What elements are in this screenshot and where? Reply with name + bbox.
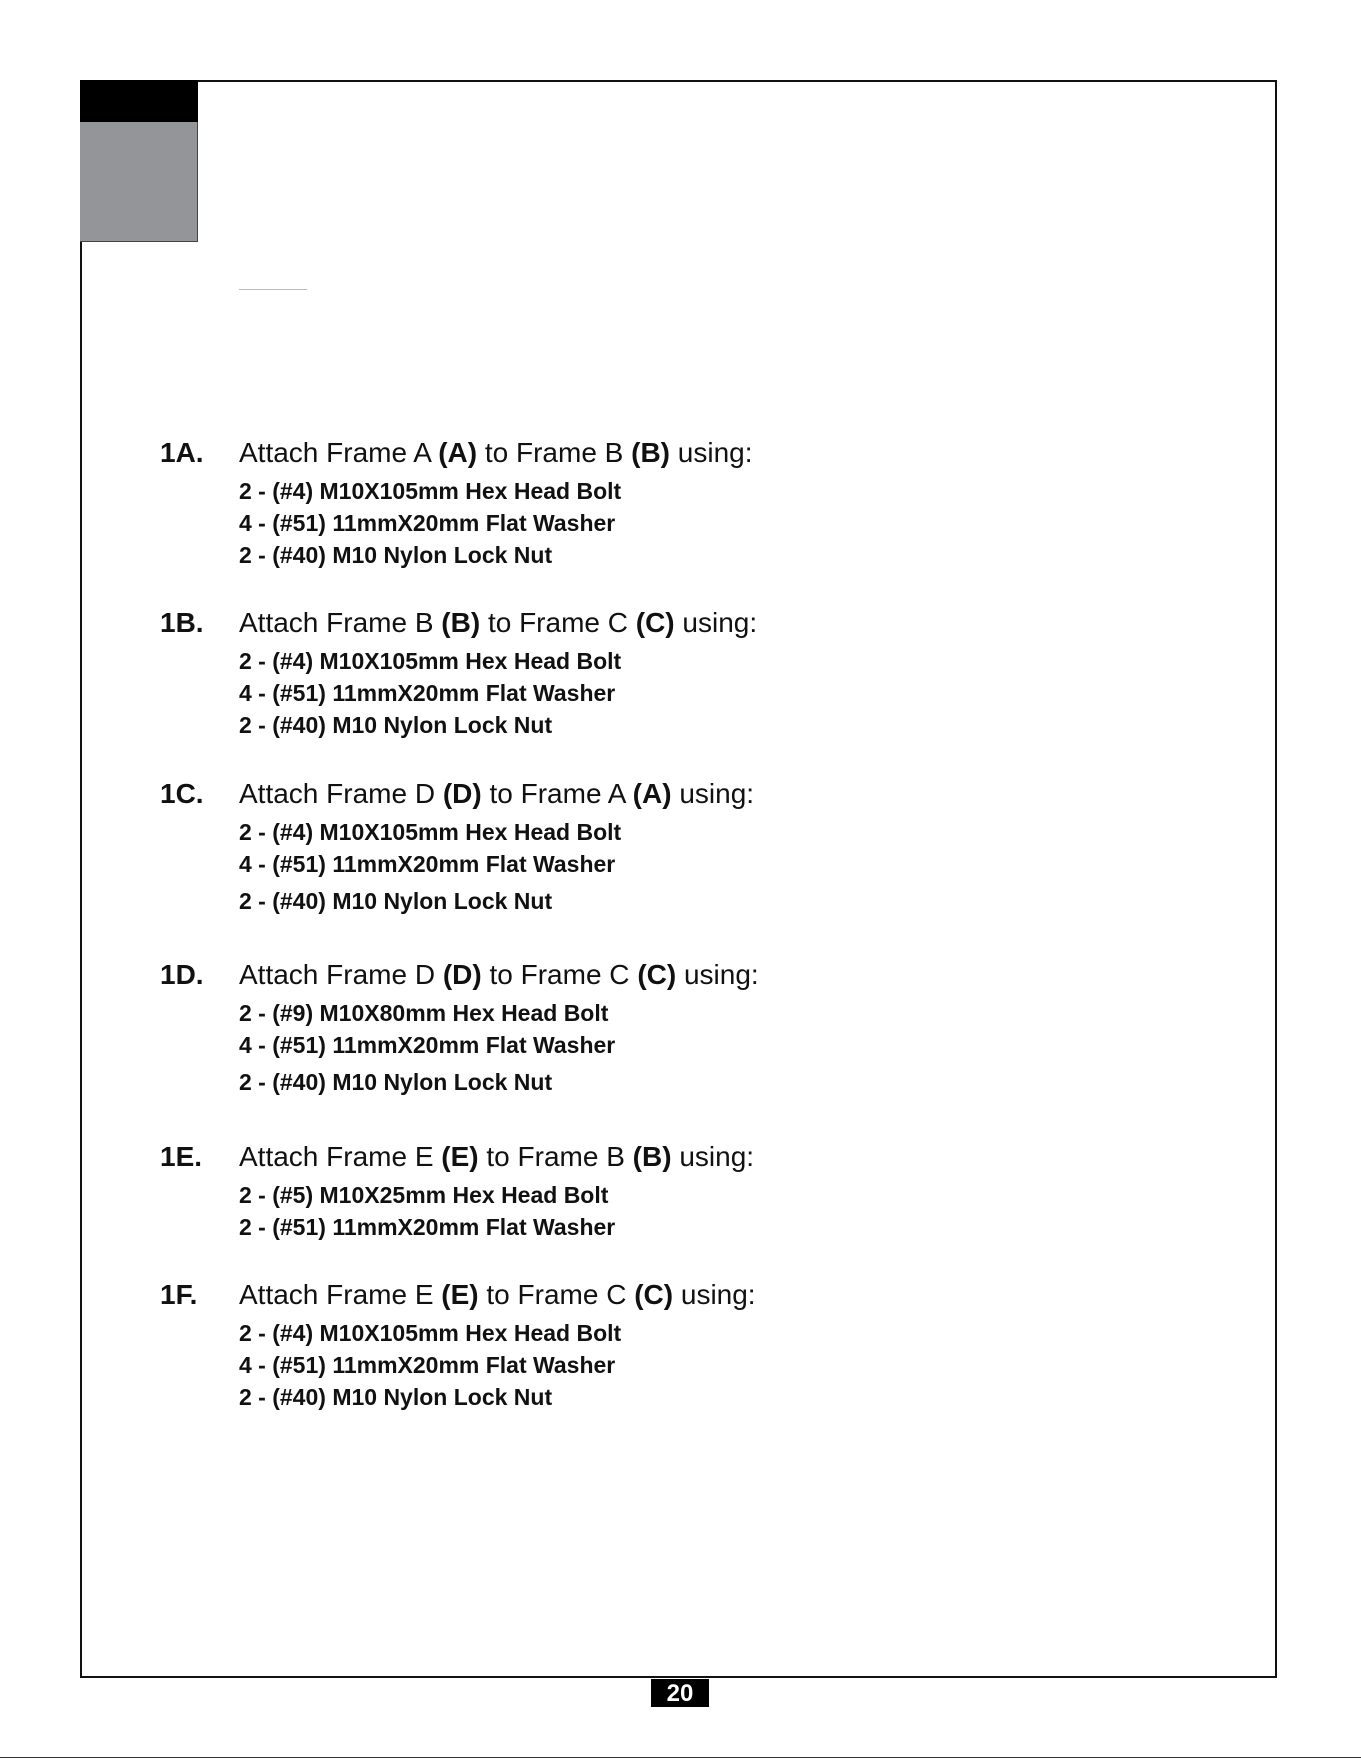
title-underline bbox=[239, 289, 307, 290]
part-item: 2 - (#4) M10X105mm Hex Head Bolt bbox=[239, 819, 622, 845]
part-item: 4 - (#51) 11mmX20mm Flat Washer bbox=[239, 1032, 616, 1058]
parts-list bbox=[239, 475, 621, 571]
part-item: 4 - (#51) 11mmX20mm Flat Washer bbox=[239, 510, 616, 536]
step-number: 1D. bbox=[160, 959, 204, 990]
parts-list bbox=[239, 645, 621, 741]
step-title: Attach Frame D (D) to Frame C (C) using: bbox=[239, 959, 759, 990]
part-item: 4 - (#51) 11mmX20mm Flat Washer bbox=[239, 1352, 616, 1378]
step-title: Attach Frame E (E) to Frame B (B) using: bbox=[239, 1141, 755, 1172]
step-number: 1B. bbox=[160, 607, 204, 638]
step-number: 1E. bbox=[160, 1141, 203, 1172]
step-number: 1C. bbox=[160, 778, 204, 809]
part-item: 2 - (#40) M10 Nylon Lock Nut bbox=[239, 1069, 553, 1095]
part-item: 2 - (#40) M10 Nylon Lock Nut bbox=[239, 712, 553, 738]
step-title: Attach Frame E (E) to Frame C (C) using: bbox=[239, 1279, 756, 1310]
parts-list bbox=[239, 816, 621, 917]
part-item: 2 - (#4) M10X105mm Hex Head Bolt bbox=[239, 478, 622, 504]
part-item: 2 - (#4) M10X105mm Hex Head Bolt bbox=[239, 1320, 622, 1346]
part-item: 2 - (#9) M10X80mm Hex Head Bolt bbox=[239, 1000, 609, 1026]
part-item: 2 - (#5) M10X25mm Hex Head Bolt bbox=[239, 1182, 609, 1208]
step-tab-header bbox=[80, 80, 198, 122]
parts-list bbox=[239, 997, 615, 1098]
step-title: Attach Frame A (A) to Frame B (B) using: bbox=[239, 437, 753, 468]
part-item: 4 - (#51) 11mmX20mm Flat Washer bbox=[239, 680, 616, 706]
step-title: Attach Frame D (D) to Frame A (A) using: bbox=[239, 778, 755, 809]
step-title: Attach Frame B (B) to Frame C (C) using: bbox=[239, 607, 758, 638]
page-number: 20 bbox=[651, 1679, 709, 1707]
part-item: 2 - (#40) M10 Nylon Lock Nut bbox=[239, 888, 553, 914]
part-item: 2 - (#4) M10X105mm Hex Head Bolt bbox=[239, 648, 622, 674]
parts-list bbox=[239, 1179, 615, 1243]
part-item: 2 - (#51) 11mmX20mm Flat Washer bbox=[239, 1214, 616, 1240]
part-item: 2 - (#40) M10 Nylon Lock Nut bbox=[239, 1384, 553, 1410]
part-item: 2 - (#40) M10 Nylon Lock Nut bbox=[239, 542, 553, 568]
step-number: 1A. bbox=[160, 437, 204, 468]
step-tab-body bbox=[80, 122, 198, 242]
bottom-rule bbox=[0, 1757, 1361, 1758]
parts-list bbox=[239, 1317, 621, 1413]
step-number: 1F. bbox=[160, 1279, 198, 1310]
part-item: 4 - (#51) 11mmX20mm Flat Washer bbox=[239, 851, 616, 877]
